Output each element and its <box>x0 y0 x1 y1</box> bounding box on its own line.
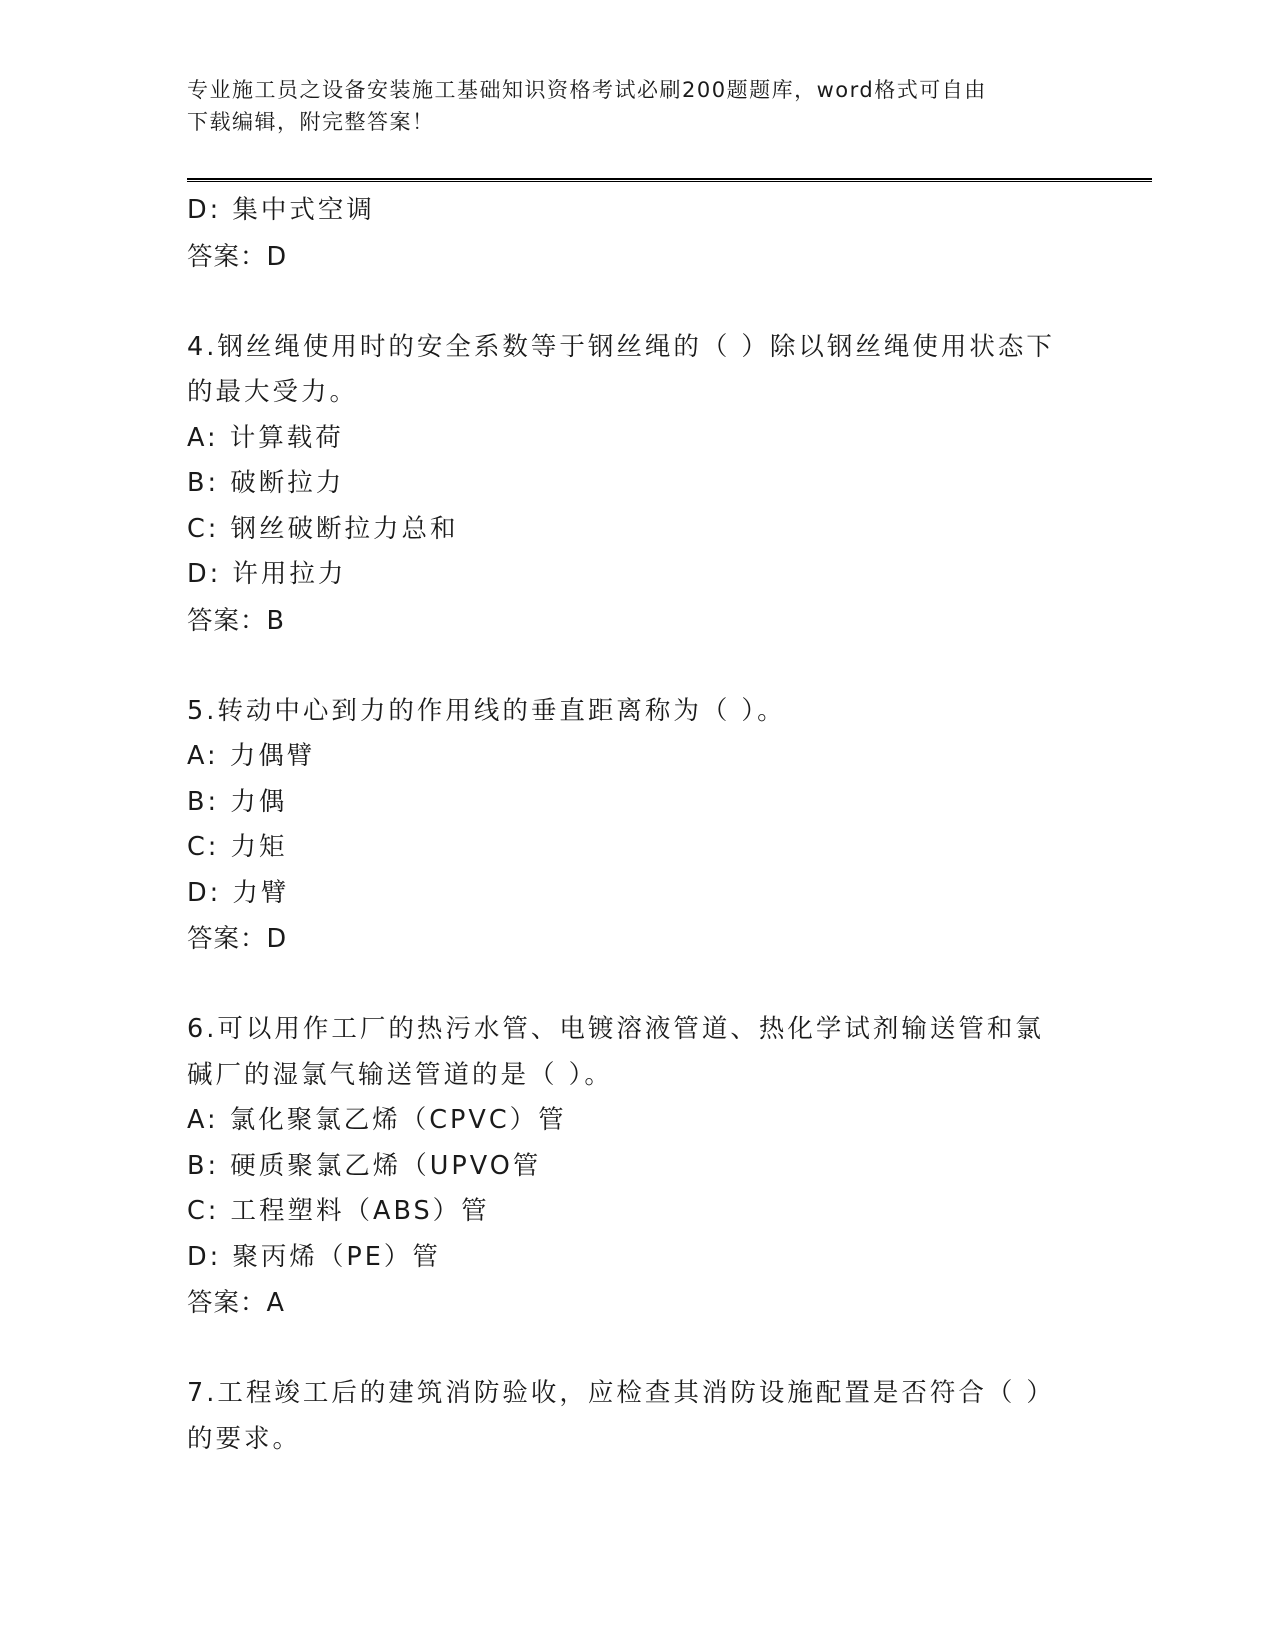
option-d: D: 集中式空调 <box>187 195 375 225</box>
option-b: B: 力偶 <box>187 786 288 817</box>
document-header <box>187 74 1067 138</box>
option-a: A: 力偶臂 <box>187 741 316 771</box>
question-4 <box>187 325 1087 644</box>
spacer <box>187 280 1087 325</box>
option-d: D: 许用拉力 <box>187 559 347 589</box>
question-stem: 5.转动中心到力的作用线的垂直距离称为（ ）。 <box>187 695 786 726</box>
spacer <box>187 962 1087 1007</box>
option-d: D: 聚丙烯（PE）管 <box>187 1241 441 1272</box>
question-stem: 4.钢丝绳使用时的安全系数等于钢丝绳的（ ）除以钢丝绳使用状态下 <box>187 331 1055 362</box>
answer-line: 答案：A <box>187 1288 285 1318</box>
question-list <box>187 188 1087 1462</box>
question-stem: 7.工程竣工后的建筑消防验收，应检查其消防设施配置是否符合（ ） <box>187 1378 1055 1408</box>
question-stem-continued: 的最大受力。 <box>187 377 359 407</box>
option-c: C: 钢丝破断拉力总和 <box>187 513 459 544</box>
header-divider <box>187 178 1152 182</box>
question-stem-continued: 碱厂的湿氯气输送管道的是（ ）。 <box>187 1059 613 1090</box>
header-line-2: 下载编辑，附完整答案！ <box>187 110 435 134</box>
question-stem: 6.可以用作工厂的热污水管、电镀溶液管道、热化学试剂输送管和氯 <box>187 1014 1044 1044</box>
answer-line: 答案：B <box>187 605 285 636</box>
question-6 <box>187 1007 1087 1326</box>
answer-line: 答案：D <box>187 241 288 272</box>
spacer <box>187 644 1087 689</box>
question-stem-continued: 的要求。 <box>187 1423 302 1454</box>
option-a: A: 计算载荷 <box>187 422 344 453</box>
header-line-1: 专业施工员之设备安装施工基础知识资格考试必刷200题题库，word格式可自由 <box>187 78 987 102</box>
option-c: C: 工程塑料（ABS）管 <box>187 1196 490 1226</box>
question-3-tail <box>187 188 1087 280</box>
option-b: B: 破断拉力 <box>187 468 345 498</box>
answer-line: 答案：D <box>187 924 288 954</box>
option-c: C: 力矩 <box>187 832 288 862</box>
question-7 <box>187 1371 1087 1462</box>
option-a: A: 氯化聚氯乙烯（CPVC）管 <box>187 1105 567 1135</box>
option-b: B: 硬质聚氯乙烯（UPVO管 <box>187 1150 542 1181</box>
spacer <box>187 1326 1087 1371</box>
question-5 <box>187 689 1087 963</box>
option-d: D: 力臂 <box>187 877 290 908</box>
